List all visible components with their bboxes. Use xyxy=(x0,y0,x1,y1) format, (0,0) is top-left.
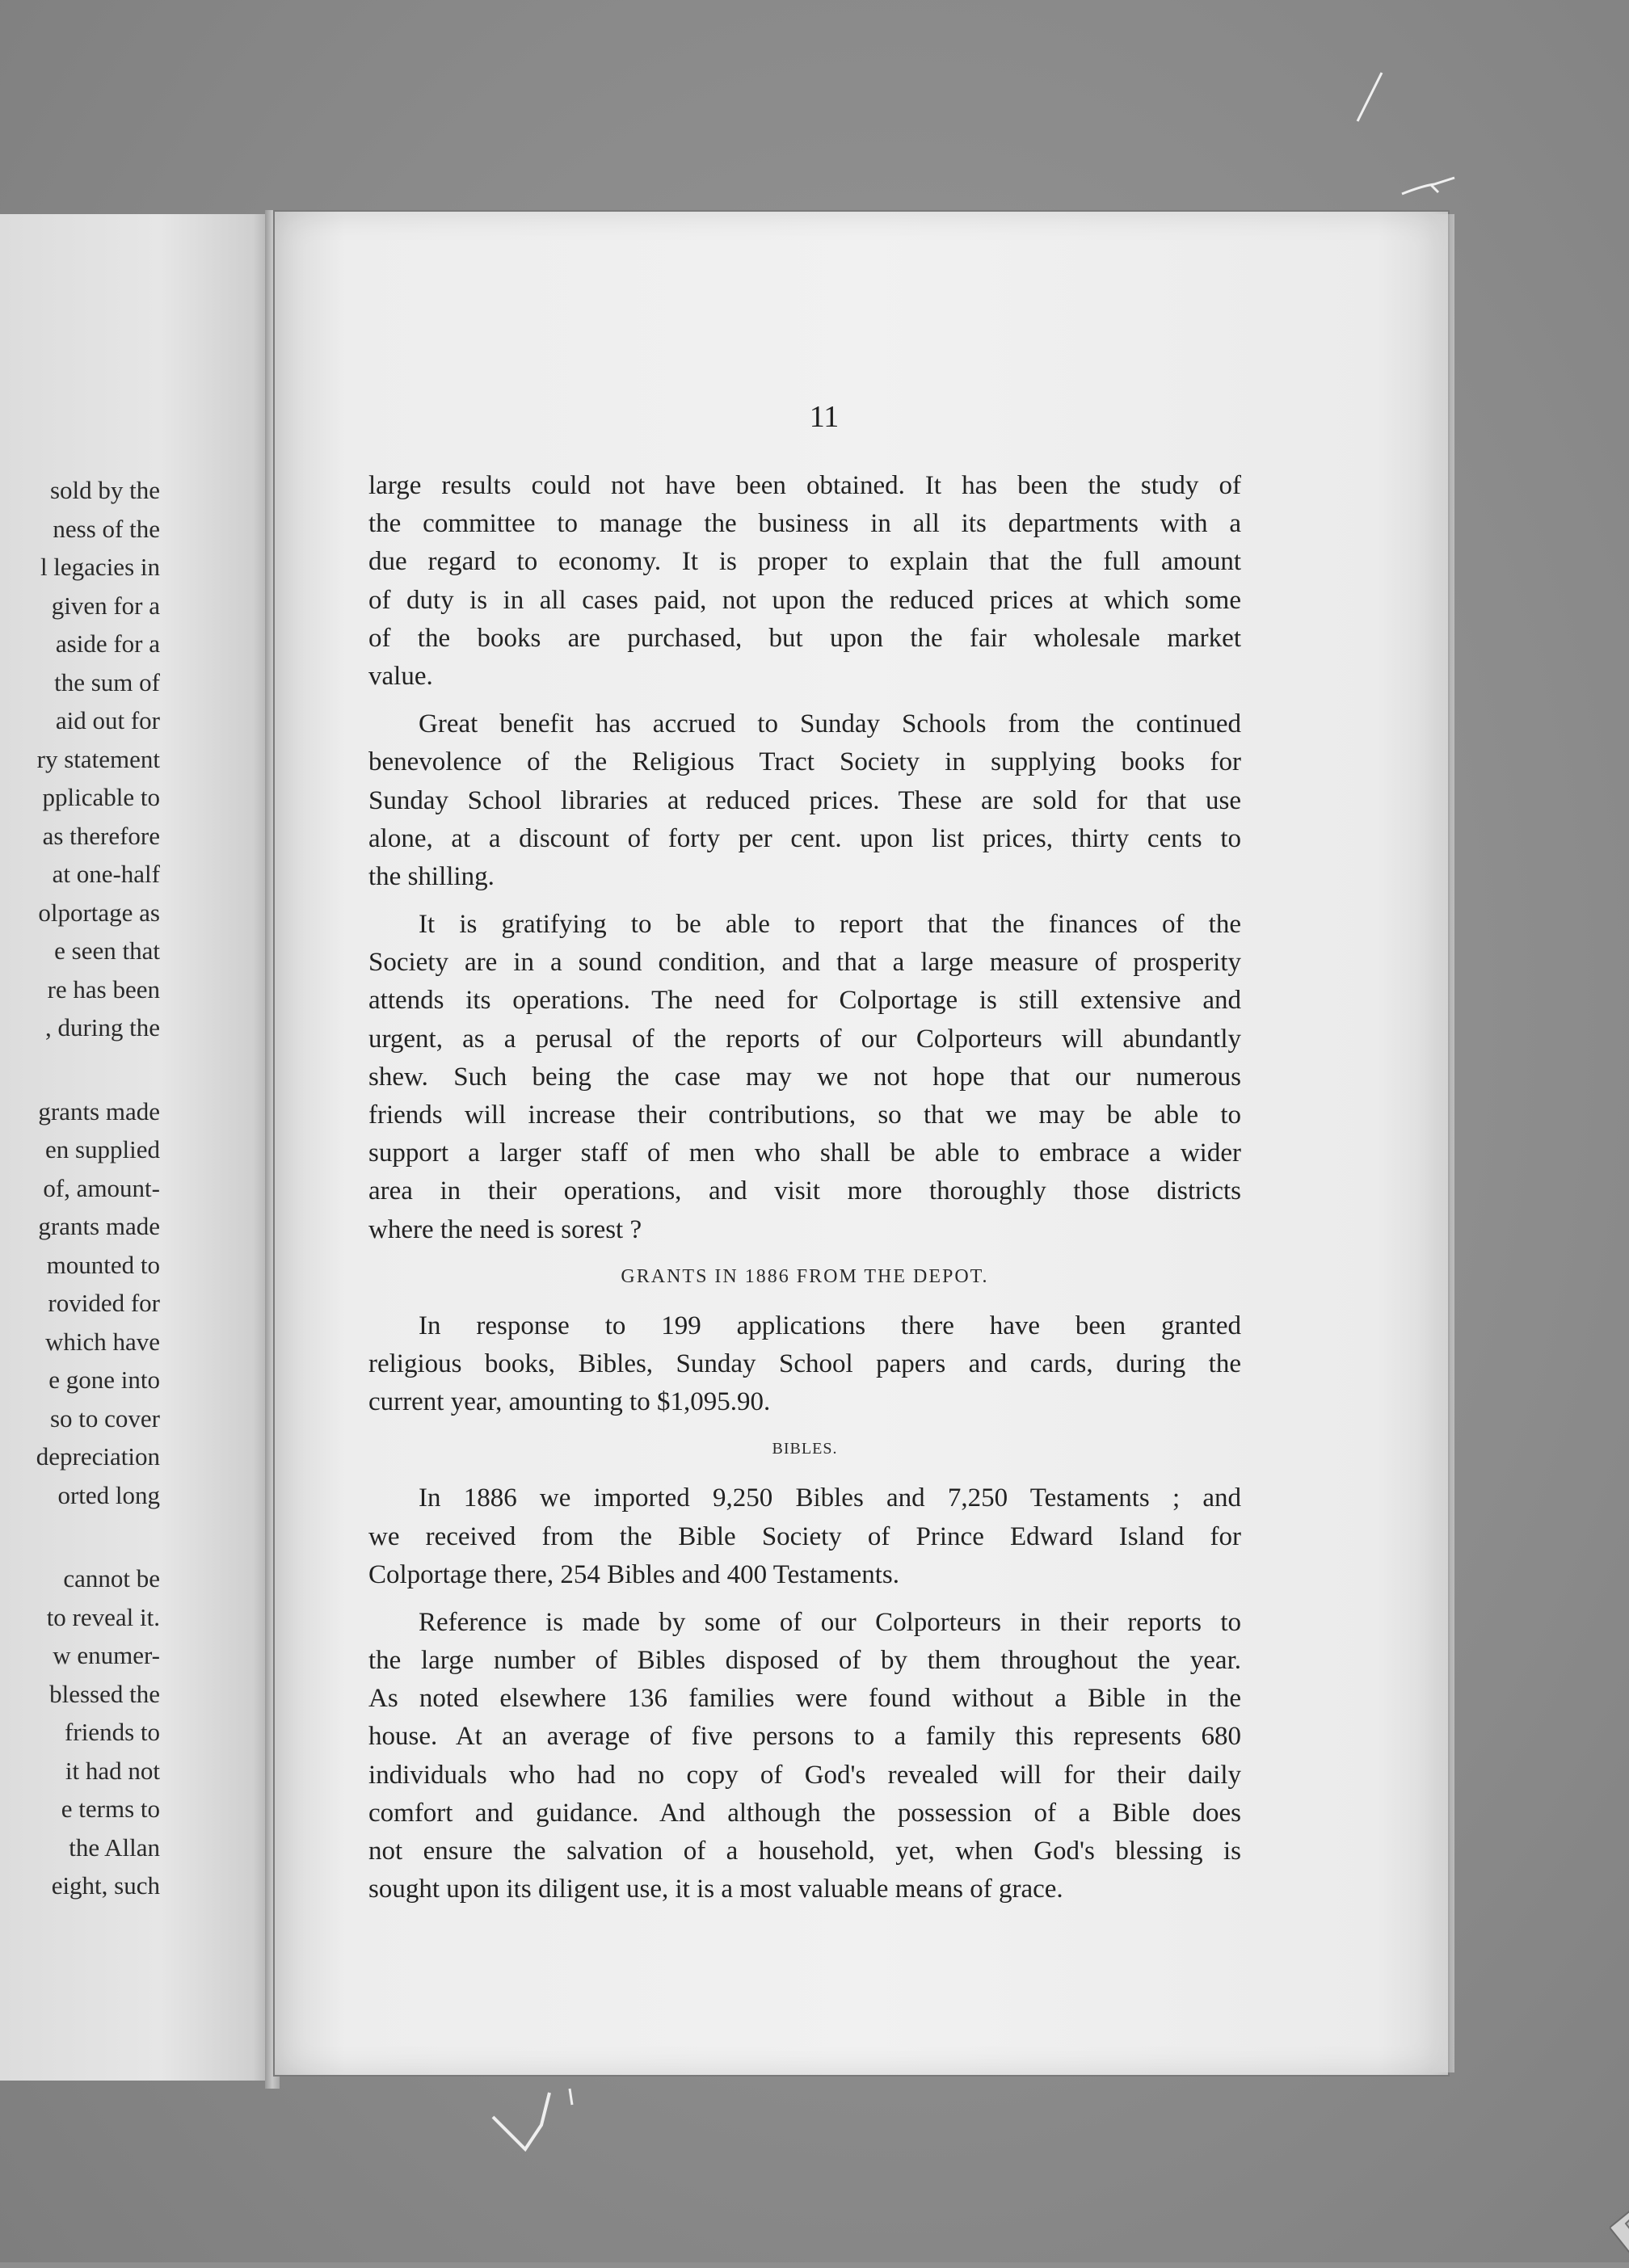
text-line: friends will increase their contributions, so that we may be able to xyxy=(368,1100,1241,1130)
previous-page-line: w enumer- xyxy=(53,1641,160,1669)
intro-paragraphs xyxy=(368,467,1241,1249)
previous-page-line: grants made xyxy=(38,1096,160,1126)
previous-page-line: e terms to xyxy=(61,1795,160,1823)
page-edge-shading xyxy=(1430,214,1454,2072)
dog-eared-corner xyxy=(1610,2147,1629,2268)
previous-page-line: rovided for xyxy=(48,1289,160,1317)
paragraph xyxy=(368,467,1241,696)
text-line: Colportage there, 254 Bibles and 400 Testaments. xyxy=(368,1559,899,1589)
previous-page-line: as therefore xyxy=(42,821,160,850)
previous-page-line: aid out for xyxy=(55,706,160,734)
text-line: of the books are purchased, but upon the fair wholesale market xyxy=(368,623,1241,653)
text-line: urgent, as a perusal of the reports of our Colporteurs will abundantly xyxy=(368,1024,1241,1054)
text-line: alone, at a discount of forty per cent. upon list prices, thirty cents to xyxy=(368,823,1241,853)
previous-page-line: so to cover xyxy=(49,1403,160,1433)
page-body xyxy=(368,467,1241,1918)
previous-page-line: orted long xyxy=(57,1480,160,1509)
previous-page-line: the Allan xyxy=(69,1832,160,1862)
text-line: the shilling. xyxy=(368,861,495,891)
text-line: the large number of Bibles disposed of by them throughout the year. xyxy=(368,1646,1241,1676)
previous-page-line xyxy=(0,1047,160,1092)
text-line: sought upon its diligent use, it is a most valuable means of grace. xyxy=(368,1875,1063,1904)
previous-page-line: pplicable to xyxy=(42,783,160,811)
text-line: not ensure the salvation of a household, yet, when God's blessing is xyxy=(368,1837,1241,1866)
previous-page-line: which have xyxy=(44,1327,160,1356)
text-line: current year, amounting to $1,095.90. xyxy=(368,1387,771,1417)
previous-page-line: aside for a xyxy=(55,629,160,658)
bibles-paragraphs xyxy=(368,1479,1241,1908)
text-line: value. xyxy=(368,661,433,691)
text-line: Sunday School libraries at reduced prices. These are sold for that use xyxy=(368,785,1241,815)
previous-page-line: mounted to xyxy=(46,1250,160,1279)
previous-page-line: en supplied xyxy=(44,1135,160,1163)
previous-page-line: it had not xyxy=(65,1756,160,1785)
text-line: shew. Such being the case may we not hope that our numerous xyxy=(368,1062,1241,1092)
document-page xyxy=(275,212,1448,2075)
text-line: It is gratifying to be able to report that the finances of the xyxy=(419,910,1241,940)
previous-page-fragment xyxy=(0,214,267,2081)
page-number: 11 xyxy=(809,400,840,434)
previous-page-line xyxy=(0,1514,160,1559)
heading-bibles: BIBLES. xyxy=(772,1440,838,1458)
previous-page-line: re has been xyxy=(47,974,160,1004)
previous-page-line: e gone into xyxy=(48,1365,160,1394)
pencil-mark-top-right xyxy=(1349,65,1398,129)
previous-page-text xyxy=(0,471,160,1905)
previous-page-line: to reveal it. xyxy=(46,1602,160,1631)
text-line: As noted elsewhere 136 families were found without a Bible in the xyxy=(368,1684,1241,1714)
previous-page-line: l legacies in xyxy=(40,553,160,581)
previous-page-line: depreciation xyxy=(36,1442,160,1471)
pencil-mark-corner xyxy=(1398,170,1463,202)
paragraph xyxy=(368,1604,1241,1909)
previous-page-line: given for a xyxy=(51,591,160,620)
text-line: house. At an average of five persons to a family this represents 680 xyxy=(368,1722,1241,1752)
previous-page-line: friends to xyxy=(65,1718,160,1746)
previous-page-line: ness of the xyxy=(53,514,160,543)
text-line: of duty is in all cases paid, not upon the reduced prices at which some xyxy=(368,585,1241,615)
previous-page-line: ry statement xyxy=(36,744,160,773)
previous-page-line: grants made xyxy=(38,1212,160,1240)
previous-page-line: blessed the xyxy=(49,1679,160,1708)
grants-paragraph xyxy=(368,1307,1241,1422)
text-line: the committee to manage the business in all its departments with a xyxy=(368,509,1241,539)
text-line: benevolence of the Religious Tract Society in supplying books for xyxy=(368,747,1241,777)
previous-page-line: the sum of xyxy=(54,667,160,696)
text-line: comfort and guidance. And although the possession of a Bible does xyxy=(368,1798,1241,1828)
previous-page-line: of, amount- xyxy=(43,1173,160,1202)
text-line: due regard to economy. It is proper to explain that the full amount xyxy=(368,547,1241,577)
text-line: Great benefit has accrued to Sunday Schools from the continued xyxy=(419,709,1241,739)
previous-page-line: olportage as xyxy=(38,898,160,927)
text-line: religious books, Bibles, Sunday School papers and cards, during the xyxy=(368,1349,1241,1378)
text-line: Reference is made by some of our Colporteurs in their reports to xyxy=(419,1607,1241,1637)
text-line: support a larger staff of men who shall be able to embrace a wider xyxy=(368,1138,1241,1168)
previous-page-line: , during the xyxy=(44,1013,160,1041)
text-line: In 1886 we imported 9,250 Bibles and 7,250 Testaments ; and xyxy=(419,1483,1241,1513)
previous-page-line: at one-half xyxy=(52,860,160,888)
paragraph xyxy=(368,705,1241,896)
heading-grants: GRANTS IN 1886 FROM THE DEPOT. xyxy=(621,1265,989,1287)
text-line: Society are in a sound condition, and that a large measure of prosperity xyxy=(368,948,1241,978)
previous-page-line: eight, such xyxy=(51,1871,160,1900)
text-line: where the need is sorest ? xyxy=(368,1214,642,1244)
text-line: area in their operations, and visit more thoroughly those districts xyxy=(368,1176,1241,1206)
paragraph xyxy=(368,906,1241,1249)
previous-page-line: e seen that xyxy=(54,936,160,965)
paragraph xyxy=(368,1479,1241,1594)
text-line: individuals who had no copy of God's revealed will for their daily xyxy=(368,1760,1241,1790)
text-line: attends its operations. The need for Colportage is still extensive and xyxy=(368,986,1241,1016)
paragraph xyxy=(368,1307,1241,1422)
previous-page-line: sold by the xyxy=(49,476,160,504)
text-line: In response to 199 applications there have been granted xyxy=(419,1311,1241,1340)
previous-page-line: cannot be xyxy=(63,1564,160,1593)
text-line: large results could not have been obtained. It has been the study of xyxy=(368,471,1241,500)
text-line: we received from the Bible Society of Prince Edward Island for xyxy=(368,1521,1241,1551)
pencil-mark-bottom xyxy=(485,2085,582,2173)
